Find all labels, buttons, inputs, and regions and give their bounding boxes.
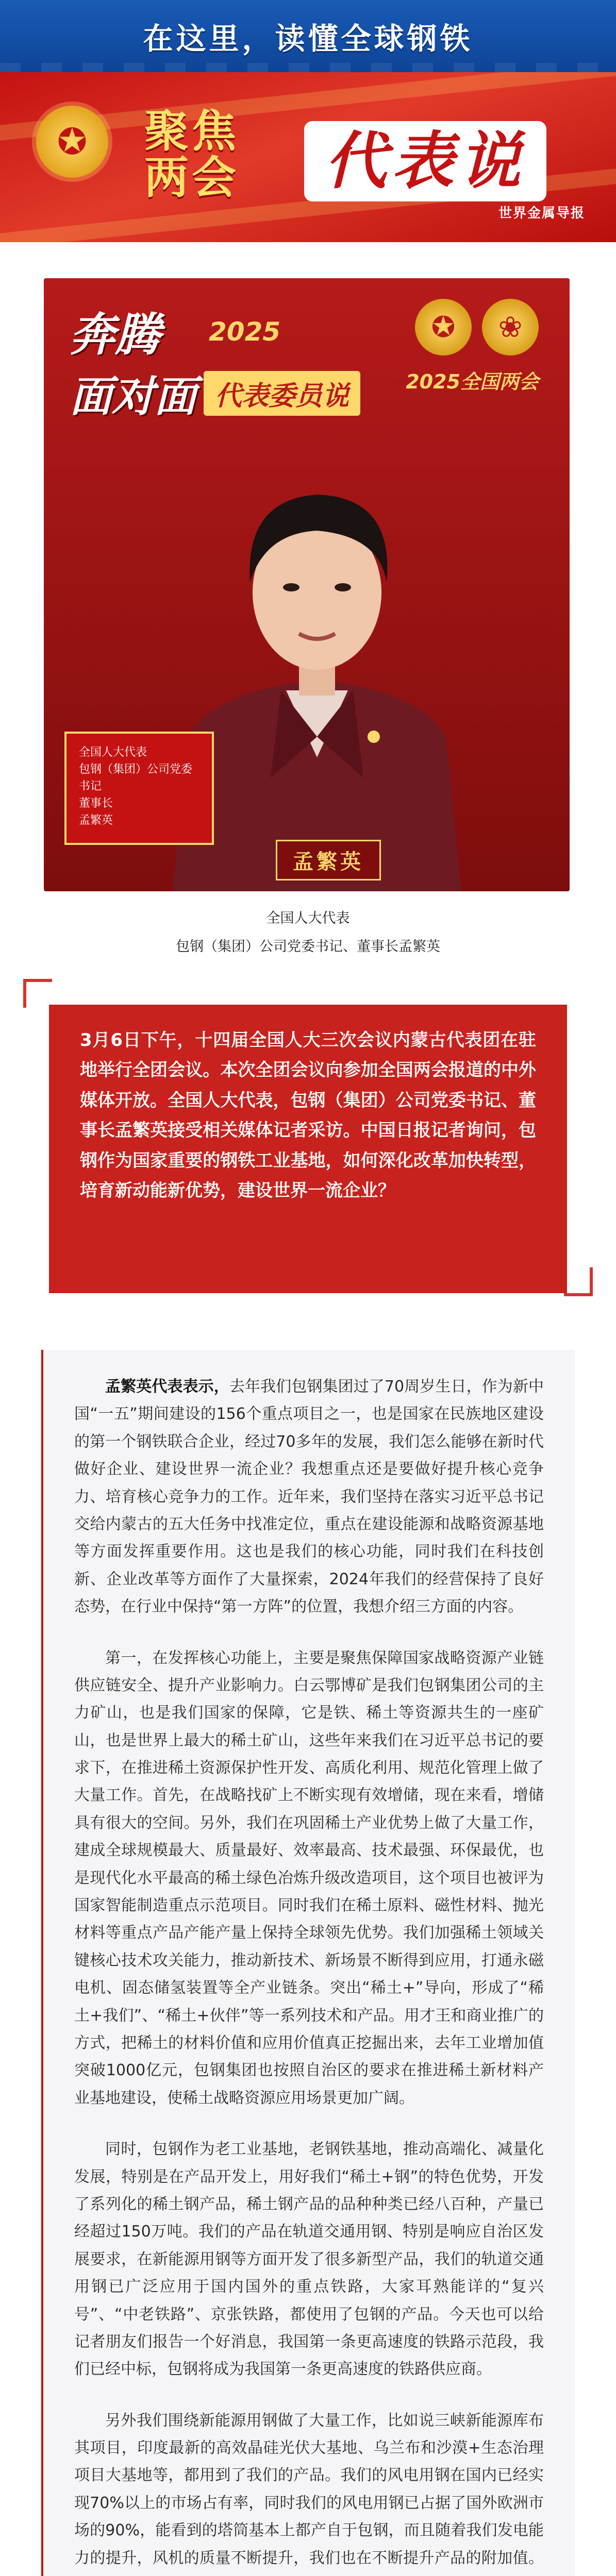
photo-year: 2025 xyxy=(209,317,281,347)
photo-title-line2: 面对面 xyxy=(70,372,196,421)
photo-emblems xyxy=(415,299,539,355)
intro-box: 3月6日下午，十四届全国人大三次会议内蒙古代表团在驻地举行全团会议。本次全团会议向参加全国两会报道的中外媒体开放。全国人大代表，包钢（集团）公司党委书记、董事长孟繁英接受相关媒体记者采访。中国日报记者询问，包钢作为国家重要的钢铁工业基地，如何深化改革加快转型，培育新动能新优势，建设世界一流企业？ xyxy=(49,1005,567,1293)
top-slogan: 在这里，读懂全球钢铁 xyxy=(143,21,473,56)
banner-wave-decoration xyxy=(0,63,616,72)
article-paragraph: 同时，包钢作为老工业基地，老钢铁基地，推动高端化、减量化发展，特别是在产品开发上，用好我们“稀土+钢”的特色优势，开发了系列化的稀土钢产品，稀土钢产品的品种种类已经八百种，产量已经超过150万吨。我们的产品在轨道交通用钢、特别是响应自治区发展要求，在新能源用钢等方面开发了很多新型产品，我们的轨道交通用钢已广泛应用于国内国外的重点铁路，大家耳熟能详的“复兴号”、“中老铁路”、京张铁路，都使用了包钢的产品。今天也可以给记者朋友们报告一个好消息，我国第一条更高速度的铁路示范段，我们已经中标，包钢将成为我国第一条更高速度的铁路供应商。 xyxy=(74,2140,544,2379)
photo-caption-title: 全国人大代表 xyxy=(266,910,350,926)
header-title-focus: 聚焦 两会 xyxy=(144,106,239,204)
national-emblem-icon: ✪ xyxy=(415,299,472,355)
header-brand: 世界金属导报 xyxy=(498,206,585,221)
article-paragraph: 另外我们围绕新能源用钢做了大量工作，比如说三峡新能源库布其项目，印度最新的高效晶硅光伏大基地、乌兰布和沙漠+生态治理项目大基地等，都用到了我们的产品。我们的风电用钢在国内已经实现70%以上的市场占有率，同时我们的风电用钢已占据了国外欧洲市场的90%，能看到的塔筒基本上都产自于包钢，而且随着我们发电能力的提升，风机的质量不断提升，我们也在不断提升产品的附加值。 xyxy=(74,2411,544,2567)
article-paragraph: 第一，在发挥核心功能上，主要是聚焦保障国家战略资源产业链供应链安全、提升产业影响力。白云鄂博矿是我们包钢集团公司的主力矿山，也是我们国家的保障，它是铁、稀土等资源共生的一座矿山，也是世界上最大的稀土矿山，这些年来我们在习近平总书记的要求下，在推进稀土资源保护性开发、高质化利用、规范化管理上做了大量工作。首先，在战略找矿上不断实现有效增储，现在来看，增储具有很大的空间。另外，我们在巩固稀土产业优势上做了大量工作，建成全球规模最大、质量最好、效率最高、技术最强、环保最优，也是现代化水平最高的稀土绿色冶炼升级改造项目，这个项目也被评为国家智能制造重点示范项目。同时我们在稀土原料、磁性材料、抛光材料等重点产品产能产量上保持全球领先优势。我们加强稀土领域关键核心技术攻关能力，推动新技术、新场景不断得到应用，打通永磁电机、固态储氢装置等全产业链条。突出“稀土+”导向，形成了“稀土+我们”、“稀土+伙伴”等一系列技术和产品。用才王和商业推广的方式，把稀土的材料价值和应用价值真正挖掘出来，去年工业增加值突破1000亿元，包钢集团也按照自治区的要求在推进稀土新材料产业基地建设，使稀土战略资源应用场景更加广阔。 xyxy=(74,1649,544,2107)
cppcc-emblem-icon: ❀ xyxy=(482,299,539,355)
photo-badge: 代表委员说 xyxy=(204,371,360,416)
photo-caption-year: 2025全国两会 xyxy=(406,370,539,393)
photo-title-line1: 奔腾 xyxy=(70,308,161,361)
top-banner xyxy=(0,0,616,72)
article-body xyxy=(41,1350,575,2576)
article-paragraph: 孟繁英代表表示，去年我们包钢集团过了70周岁生日，作为新中国“一五”期间建设的156个重点项目之一，也是国家在民族地区建设的第一个钢铁联合企业，经过70多年的发展，我们怎么能够在新时代做好企业、建设世界一流企业？我想重点还是要做好提升核心竞争力、培育核心竞争力的工作。近年来，我们坚持在落实习近平总书记交给内蒙古的五大任务中找准定位，重点在建设能源和战略资源基地等方面发挥重要作用。这也是我们的核心功能，同时我们在科技创新、企业改革等方面作了大量探索，2024年我们的经营保持了良好态势，在行业中保持“第一方阵”的位置，我想介绍三方面的内容。 xyxy=(74,1378,544,1616)
national-emblem-icon: ✪ xyxy=(36,106,108,178)
interview-photo xyxy=(44,278,570,891)
intro-corner-top-left xyxy=(23,979,52,1008)
nameplate: 全国人大代表 包钢（集团）公司党委书记 董事长 孟繁英 xyxy=(64,732,214,845)
red-header xyxy=(0,72,616,242)
name-tag: 孟繁英 xyxy=(276,840,381,880)
article-lead: 孟繁英代表表示， xyxy=(105,1378,229,1396)
photo-caption-subtitle: 包钢（集团）公司党委书记、董事长孟繁英 xyxy=(176,939,440,955)
intro-corner-bottom-right xyxy=(564,1267,593,1296)
header-title-representatives: 代表说 xyxy=(304,121,546,201)
